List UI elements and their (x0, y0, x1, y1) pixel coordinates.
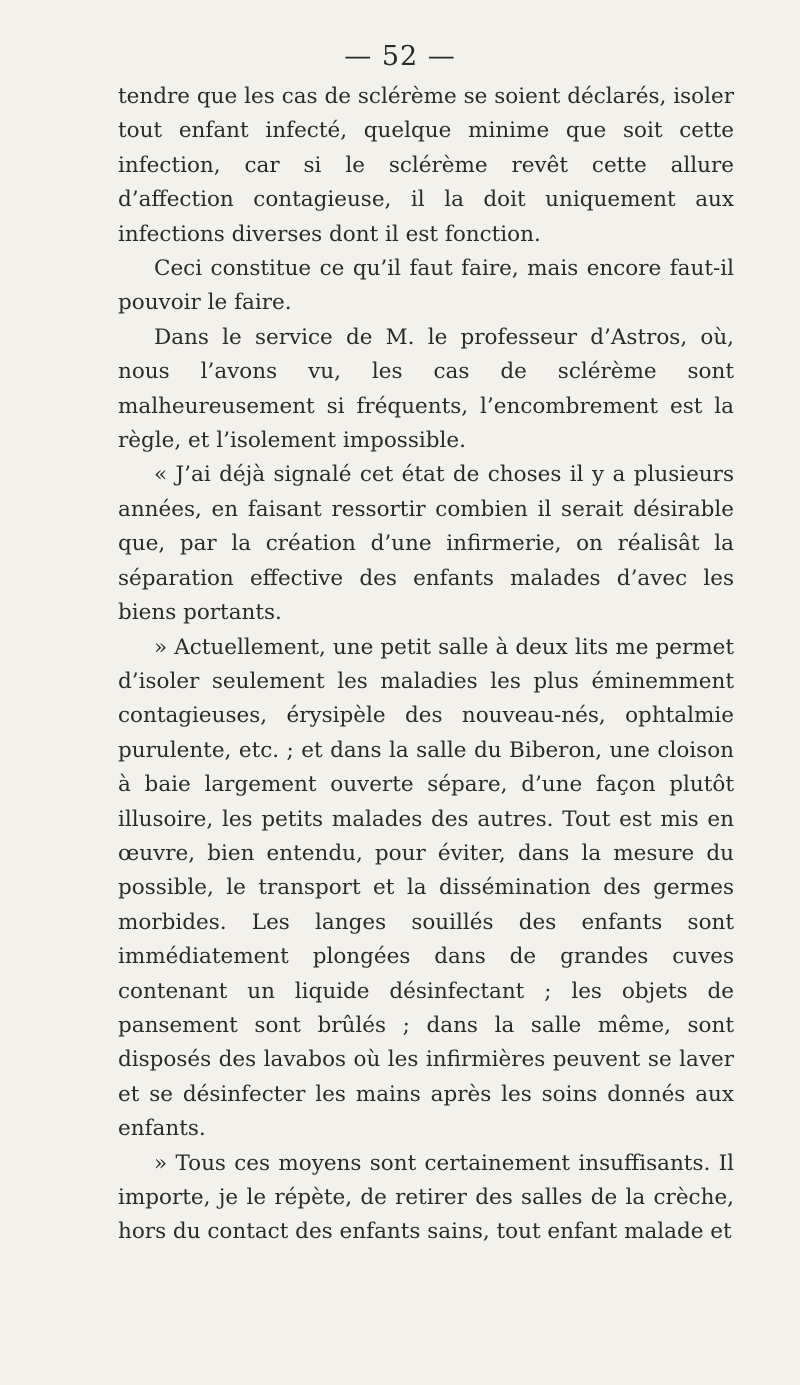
paragraph-1: tendre que les cas de sclérème se soient déclarés, isoler tout enfant infecté, quelque minime que soit cette infection, car si le sclérème revêt cette allure d’affection contagieuse, il la doit uniquement aux infections diverses dont il est fonction. (118, 84, 734, 247)
paragraph-6: » Tous ces moyens sont certainement insuffisants. Il importe, je le répète, de retirer des salles de la crèche, hors du contact des enfants sains, tout enfant malade et (118, 1150, 734, 1245)
text-body (118, 80, 734, 1250)
paragraph-5: » Actuellement, une petit salle à deux lits me permet d’isoler seulement les maladies les plus éminemment contagieuses, érysipèle des nouveau-nés, ophtalmie purulente, etc. ; et dans la salle du Biberon, une cloison à baie largement ouverte sépare, d’une façon plutôt illusoire, les petits malades des autres. Tout est mis en œuvre, bien entendu, pour éviter, dans la mesure du possible, le transport et la dissémination des germes morbides. Les langes souillés des enfants sont immédiatement plongées dans de grandes cuves contenant un liquide désinfectant ; les objets de pansement sont brûlés ; dans la salle même, sont disposés des lavabos où les infirmières peuvent se laver et se désinfecter les mains après les soins donnés aux enfants. (118, 634, 734, 1142)
paragraph-2: Ceci constitue ce qu’il faut faire, mais encore faut-il pouvoir le faire. (118, 256, 734, 316)
paragraph-4: « J’ai déjà signalé cet état de choses il y a plusieurs années, en faisant ressortir combien il serait désirable que, par la création d’une infirmerie, on réalisât la séparation effective des enfants malades d’avec les biens portants. (118, 462, 734, 626)
paragraph-3: Dans le service de M. le professeur d’Astros, où, nous l’avons vu, les cas de sclérème sont malheureusement si fréquents, l’encombrement est la règle, et l’isolement impossible. (118, 324, 734, 454)
page-number: — 52 — (344, 41, 456, 72)
